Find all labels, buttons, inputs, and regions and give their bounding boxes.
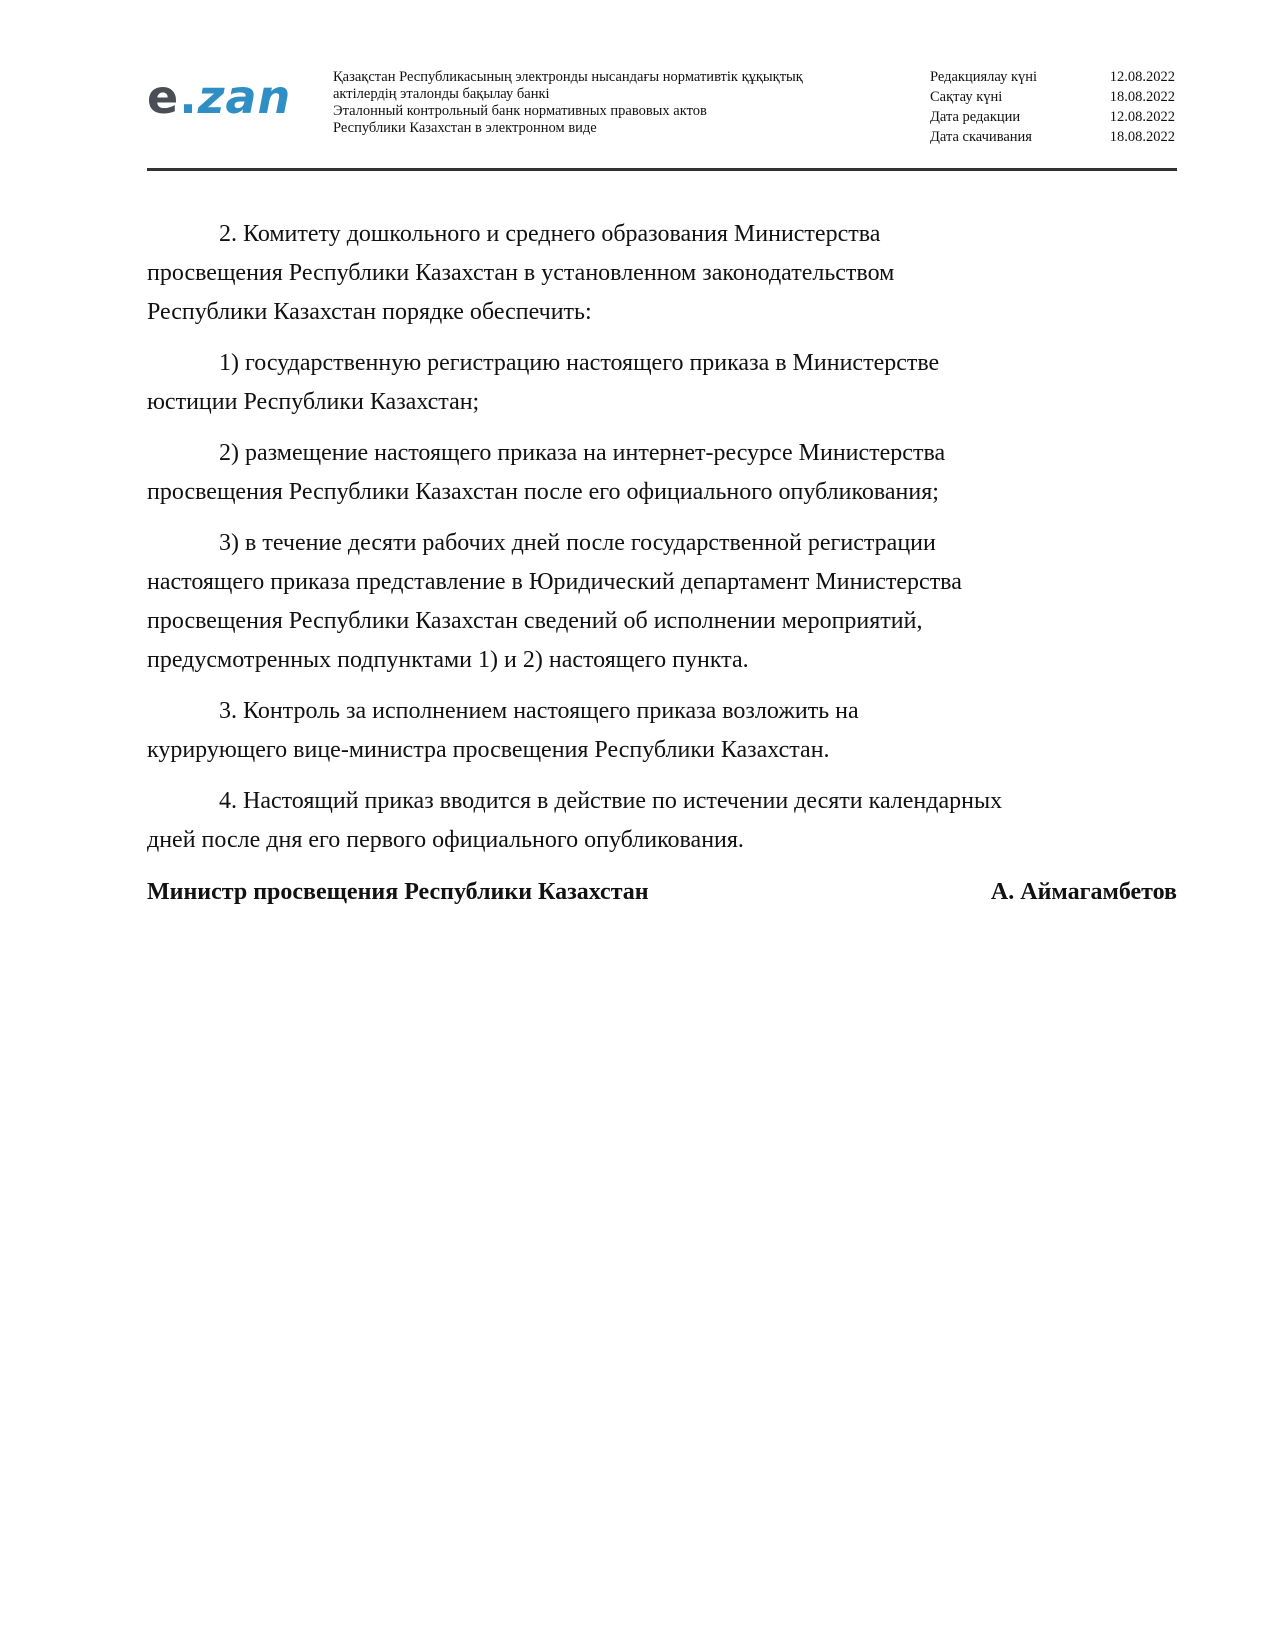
meta-row: [930, 87, 1175, 107]
signatory-position: Министр просвещения Республики Казахстан: [147, 879, 649, 905]
header-line: Қазақстан Республикасының электронды нысандағы нормативтік құқықтық: [333, 69, 803, 85]
paragraph-line: дней после дня его первого официального опубликования.: [147, 827, 744, 853]
meta-value: 18.08.2022: [1109, 89, 1175, 105]
paragraph-line: просвещения Республики Казахстан сведений об исполнении мероприятий,: [147, 608, 923, 634]
paragraph-line: юстиции Республики Казахстан;: [147, 389, 480, 415]
ezan-logo: [147, 70, 292, 124]
paragraph-item-2: [147, 215, 1177, 332]
paragraph-subitem-3: [147, 524, 1177, 680]
logo-prefix: e: [147, 70, 180, 124]
paragraph-line: курирующего вице-министра просвещения Республики Казахстан.: [147, 737, 830, 763]
document-body: [147, 215, 1177, 872]
paragraph-line: 1) государственную регистрацию настоящего приказа в Министерстве: [219, 350, 940, 376]
paragraph-line: просвещения Республики Казахстан после его официального опубликования;: [147, 479, 939, 505]
header-description: [333, 69, 893, 137]
header-meta-table: [930, 67, 1175, 147]
logo-dot: .: [179, 70, 198, 124]
meta-label: Редакциялау күні: [930, 69, 1038, 85]
paragraph-line: 2) размещение настоящего приказа на интернет-ресурсе Министерства: [219, 440, 946, 466]
meta-row: [930, 127, 1175, 147]
logo-suffix: zan: [197, 70, 292, 124]
meta-value: 18.08.2022: [1109, 129, 1175, 145]
meta-row: [930, 67, 1175, 87]
meta-value: 12.08.2022: [1109, 69, 1175, 85]
paragraph-item-3: [147, 692, 1177, 770]
meta-row: [930, 107, 1175, 127]
header-line: Эталонный контрольный банк нормативных правовых актов: [333, 103, 707, 119]
document-header: [147, 64, 1177, 171]
paragraph-line: Республики Казахстан порядке обеспечить:: [147, 299, 592, 325]
meta-value: 12.08.2022: [1109, 109, 1175, 125]
meta-label: Сақтау күні: [930, 89, 1003, 105]
header-line: актілердің эталонды бақылау банкі: [333, 86, 550, 102]
paragraph-subitem-1: [147, 344, 1177, 422]
signatory-name: А. Аймагамбетов: [990, 879, 1177, 905]
paragraph-line: 4. Настоящий приказ вводится в действие по истечении десяти календарных: [219, 788, 1003, 814]
header-line: Республики Казахстан в электронном виде: [333, 120, 597, 136]
paragraph-subitem-2: [147, 434, 1177, 512]
paragraph-line: 3) в течение десяти рабочих дней после государственной регистрации: [219, 530, 936, 556]
paragraph-item-4: [147, 782, 1177, 860]
meta-label: Дата скачивания: [930, 129, 1032, 145]
paragraph-line: просвещения Республики Казахстан в установленном законодательством: [147, 260, 895, 286]
paragraph-line: настоящего приказа представление в Юридический департамент Министерства: [147, 569, 962, 595]
paragraph-line: предусмотренных подпунктами 1) и 2) настоящего пункта.: [147, 647, 749, 673]
signature-block: [147, 873, 1177, 912]
paragraph-line: 2. Комитету дошкольного и среднего образования Министерства: [219, 221, 881, 247]
paragraph-line: 3. Контроль за исполнением настоящего приказа возложить на: [219, 698, 859, 724]
meta-label: Дата редакции: [930, 109, 1021, 125]
